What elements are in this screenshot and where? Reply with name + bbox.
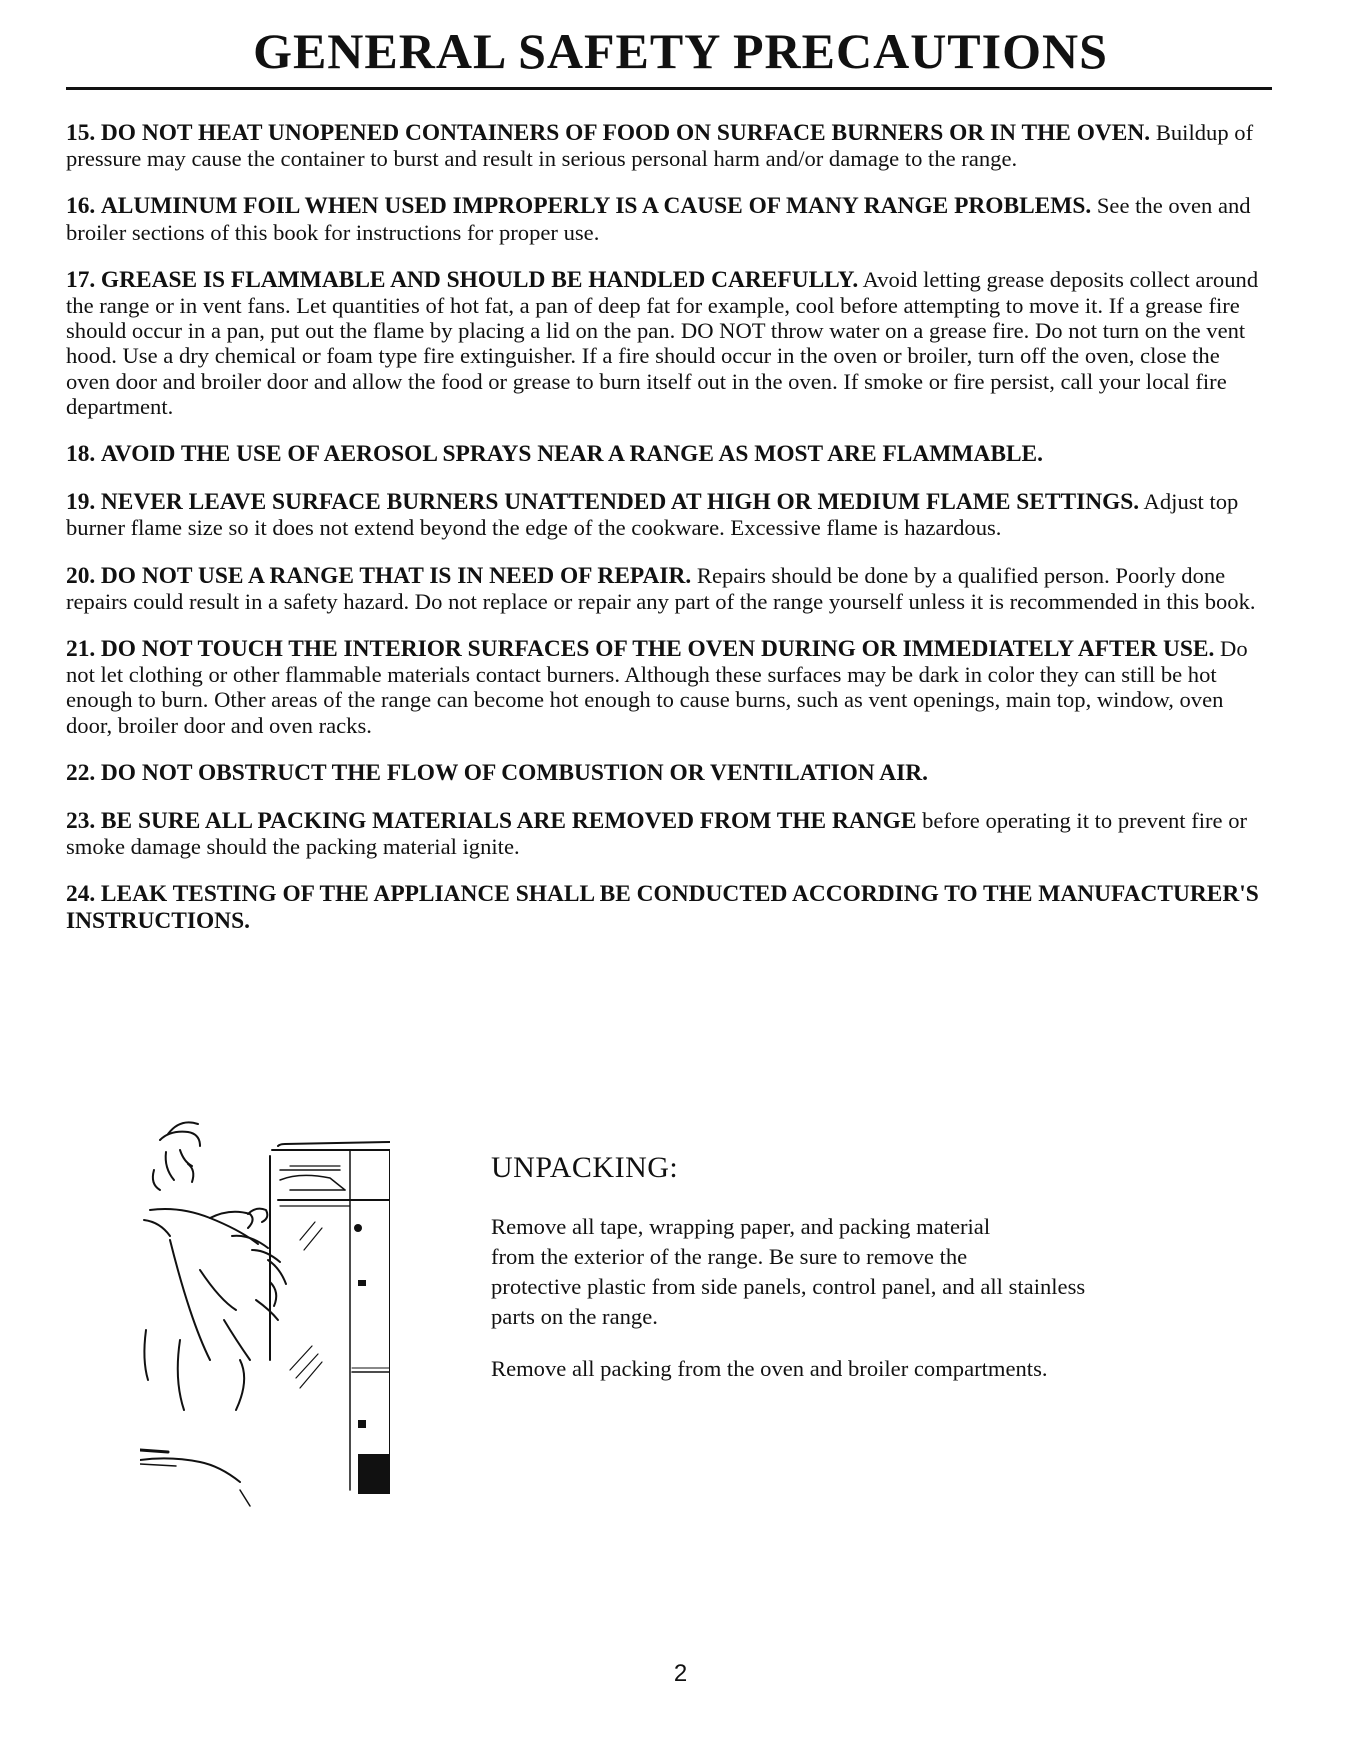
item-number: 21. [66, 636, 96, 663]
item-body: Avoid letting grease deposits collect around the range or in vent fans. Let quantities of hot fat, a pan of deep fat for example, cool before attempting to move it. If a grease fire should occur in a pan, put out the flame by placing a lid on the pan. DO NOT throw water on a grease fire. Do not turn on the vent hood. Use a dry chemical or foam type fire extinguisher. If a fire should occur in the oven or broiler, turn off the oven, close the oven door and broiler door and allow the food or grease to burn itself out in the oven. If smoke or fire persist, call your local fire department. [66, 266, 1259, 419]
item-heading: GREASE IS FLAMMABLE AND SHOULD BE HANDLED CAREFULLY. [100, 266, 859, 293]
item-heading: NEVER LEAVE SURFACE BURNERS UNATTENDED AT HIGH OR MEDIUM FLAME SETTINGS. [100, 489, 1140, 516]
unpacking-paragraph-1: Remove all tape, wrapping paper, and packing material from the exterior of the range. Be sure to remove the protective plastic from side panels, control panel, and all stainless parts on the range. [491, 1214, 1086, 1329]
item-body: Adjust top burner flame size so it does not extend beyond the edge of the cookware. Excessive flame is hazardous. [66, 489, 1239, 541]
item-heading: DO NOT OBSTRUCT THE FLOW OF COMBUSTION OR VENTILATION AIR. [100, 759, 928, 786]
title-rule [66, 87, 1272, 90]
safety-item-16 [66, 193, 1262, 244]
unpacking-paragraph-2: Remove all packing from the oven and broiler compartments. [491, 1356, 1048, 1381]
item-number: 16. [66, 193, 96, 220]
safety-item-23 [66, 808, 1262, 859]
item-heading: ALUMINUM FOIL WHEN USED IMPROPERLY IS A CAUSE OF MANY RANGE PROBLEMS. [100, 193, 1092, 220]
safety-item-19 [66, 489, 1262, 540]
item-number: 20. [66, 562, 96, 589]
item-body: See the oven and broiler sections of this book for instructions for proper use. [66, 193, 1251, 245]
item-number: 17. [66, 266, 96, 293]
safety-item-20 [66, 563, 1262, 614]
item-heading: DO NOT USE A RANGE THAT IS IN NEED OF REPAIR. [100, 562, 692, 589]
safety-item-17 [66, 267, 1262, 419]
safety-items-list [66, 120, 1262, 956]
safety-item-21 [66, 636, 1262, 738]
safety-item-24 [66, 881, 1262, 933]
item-number: 15. [66, 120, 96, 146]
unpacking-heading: UNPACKING: [491, 1151, 679, 1184]
unpacking-illustration [140, 1110, 390, 1510]
item-body: before operating it to prevent fire or smoke damage should the packing material ignite. [66, 808, 1248, 860]
safety-item-22 [66, 760, 1262, 786]
item-body: Do not let clothing or other flammable materials contact burners. Although these surfaces may be dark in color they can still be hot enough to burn. Other areas of the range can become hot enough to cause burns, such as vent openings, main top, window, oven door, broiler door and oven racks. [66, 636, 1248, 738]
item-heading: LEAK TESTING OF THE APPLIANCE SHALL BE CONDUCTED ACCORDING TO THE MANUFACTURER'S INSTRUCTIONS. [66, 881, 1259, 934]
item-heading: DO NOT TOUCH THE INTERIOR SURFACES OF THE OVEN DURING OR IMMEDIATELY AFTER USE. [100, 636, 1215, 663]
item-number: 18. [66, 441, 96, 468]
item-number: 22. [66, 759, 96, 786]
safety-item-15 [66, 120, 1262, 171]
page-number: 2 [673, 1660, 688, 1687]
safety-item-18 [66, 441, 1262, 467]
item-heading: DO NOT HEAT UNOPENED CONTAINERS OF FOOD ON SURFACE BURNERS OR IN THE OVEN. [100, 120, 1151, 146]
unpacking-section [491, 1150, 1211, 1406]
item-number: 19. [66, 489, 96, 516]
item-body: Repairs should be done by a qualified person. Poorly done repairs could result in a safety hazard. Do not replace or repair any part of the range yourself unless it is recommended in this book. [66, 562, 1256, 614]
item-body: Buildup of pressure may cause the container to burst and result in serious personal harm and/or damage to the range. [66, 120, 1254, 172]
page-title: GENERAL SAFETY PRECAUTIONS [253, 23, 1108, 79]
item-number: 23. [66, 808, 96, 835]
item-number: 24. [66, 881, 96, 908]
item-heading: AVOID THE USE OF AEROSOL SPRAYS NEAR A RANGE AS MOST ARE FLAMMABLE. [100, 441, 1043, 468]
item-heading: BE SURE ALL PACKING MATERIALS ARE REMOVED FROM THE RANGE [100, 808, 917, 835]
